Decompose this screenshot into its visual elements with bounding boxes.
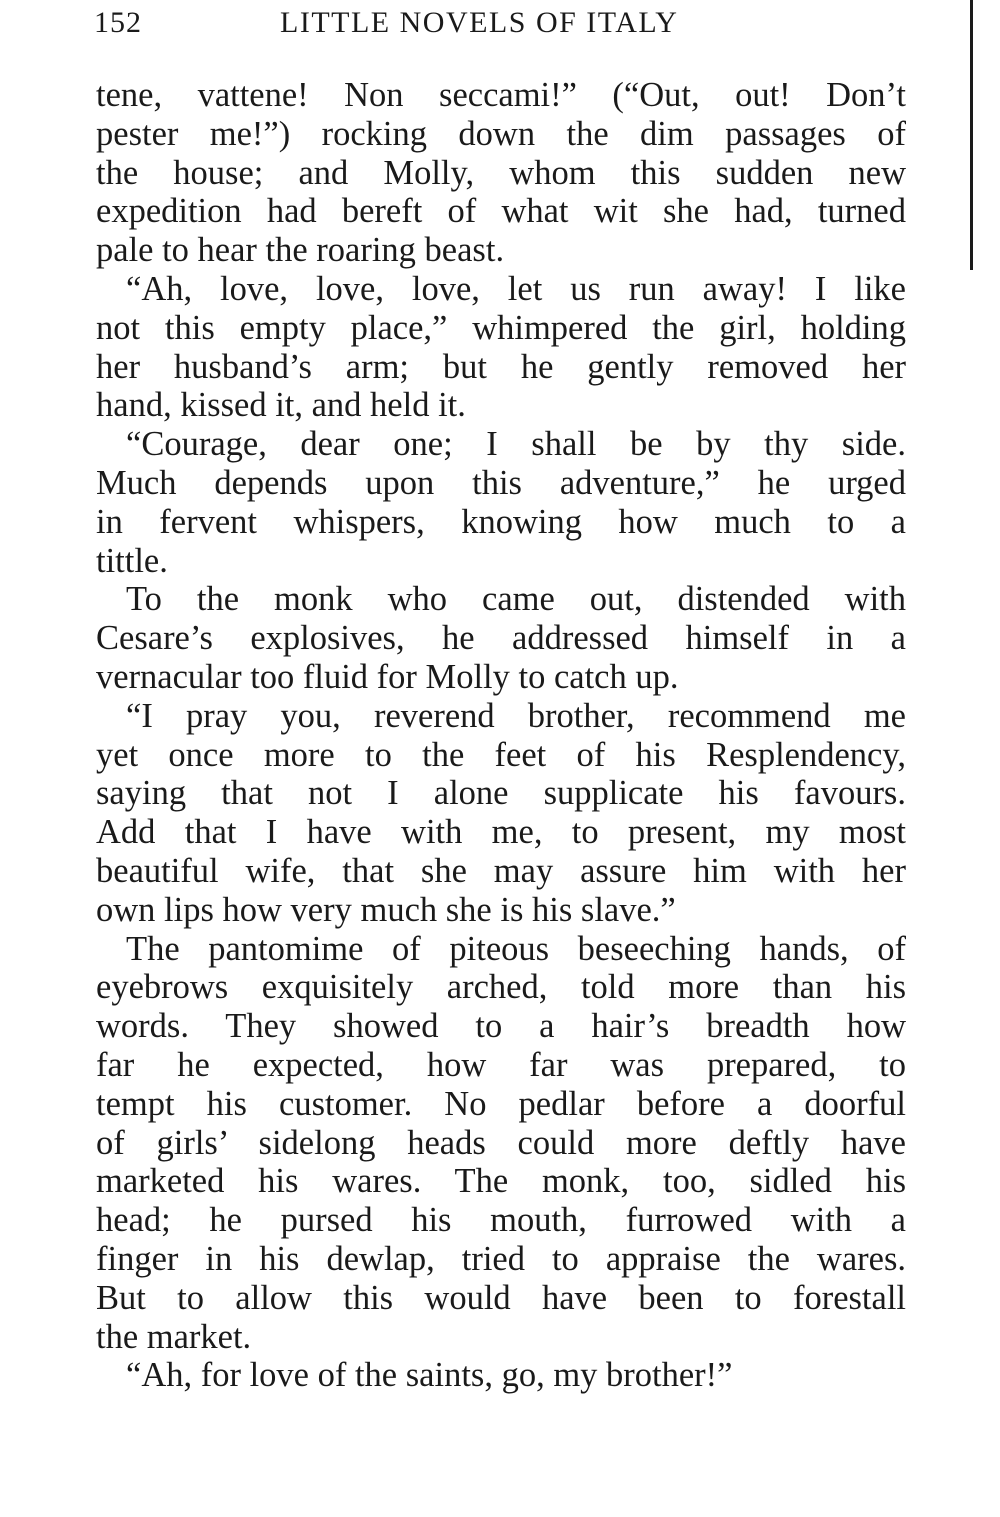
text-line: “Ah, for love of the saints, go, my brother!” bbox=[126, 1356, 733, 1395]
text-line: head; he pursed his mouth, furrowed with a bbox=[96, 1201, 906, 1240]
text-line: tempt his customer. No pedlar before a doorful bbox=[96, 1084, 906, 1123]
text-line: eyebrows exquisitely arched, told more than his bbox=[96, 968, 906, 1007]
text-line: tene, vattene! Non seccami!” (“Out, out! Don’t bbox=[96, 76, 906, 114]
text-line: saying that not I alone supplicate his favours. bbox=[96, 774, 906, 813]
text-line: the house; and Molly, whom this sudden new bbox=[96, 153, 906, 192]
text-line: beautiful wife, that she may assure him with her bbox=[96, 851, 906, 890]
text-line: finger in his dewlap, tried to appraise the wares. bbox=[96, 1239, 906, 1278]
text-line: yet once more to the feet of his Resplendency, bbox=[96, 735, 906, 774]
running-title: LITTLE NOVELS OF ITALY bbox=[280, 6, 679, 39]
text-line: “I pray you, reverend brother, recommend me bbox=[126, 696, 906, 735]
text-line: The pantomime of piteous beseeching hands, of bbox=[126, 929, 906, 968]
text-line: of girls’ sidelong heads could more deftly have bbox=[96, 1123, 906, 1162]
text-line: the market. bbox=[96, 1317, 252, 1356]
text-line: not this empty place,” whimpered the girl, holding bbox=[96, 308, 906, 347]
text-line: But to allow this would have been to forestall bbox=[96, 1278, 906, 1317]
text-line: Much depends upon this adventure,” he urged bbox=[96, 463, 906, 502]
text-line: far he expected, how far was prepared, to bbox=[96, 1045, 906, 1084]
text-line: her husband’s arm; but he gently removed her bbox=[96, 347, 906, 386]
page-edge-rule bbox=[970, 0, 973, 270]
text-line: pale to hear the roaring beast. bbox=[96, 231, 505, 270]
text-line: in fervent whispers, knowing how much to a bbox=[96, 502, 906, 541]
text-line: expedition had bereft of what wit she had, turned bbox=[96, 192, 906, 231]
text-line: Add that I have with me, to present, my most bbox=[96, 813, 906, 852]
text-line: tittle. bbox=[96, 541, 168, 580]
text-line: hand, kissed it, and held it. bbox=[96, 386, 466, 425]
page-number: 152 bbox=[94, 6, 142, 39]
text-line: words. They showed to a hair’s breadth how bbox=[96, 1007, 906, 1046]
text-line: own lips how very much she is his slave.” bbox=[96, 890, 676, 929]
running-head bbox=[94, 6, 910, 46]
text-line: “Courage, dear one; I shall be by thy side. bbox=[126, 425, 906, 464]
text-line: pester me!”) rocking down the dim passages of bbox=[96, 114, 906, 153]
body-text bbox=[96, 76, 906, 1395]
text-line: To the monk who came out, distended with bbox=[126, 580, 906, 619]
text-line: marketed his wares. The monk, too, sidled his bbox=[96, 1162, 906, 1201]
text-line: “Ah, love, love, love, let us run away! I like bbox=[126, 269, 906, 308]
text-line: vernacular too fluid for Molly to catch up. bbox=[96, 657, 679, 696]
text-line: Cesare’s explosives, he addressed himself in a bbox=[96, 619, 906, 658]
